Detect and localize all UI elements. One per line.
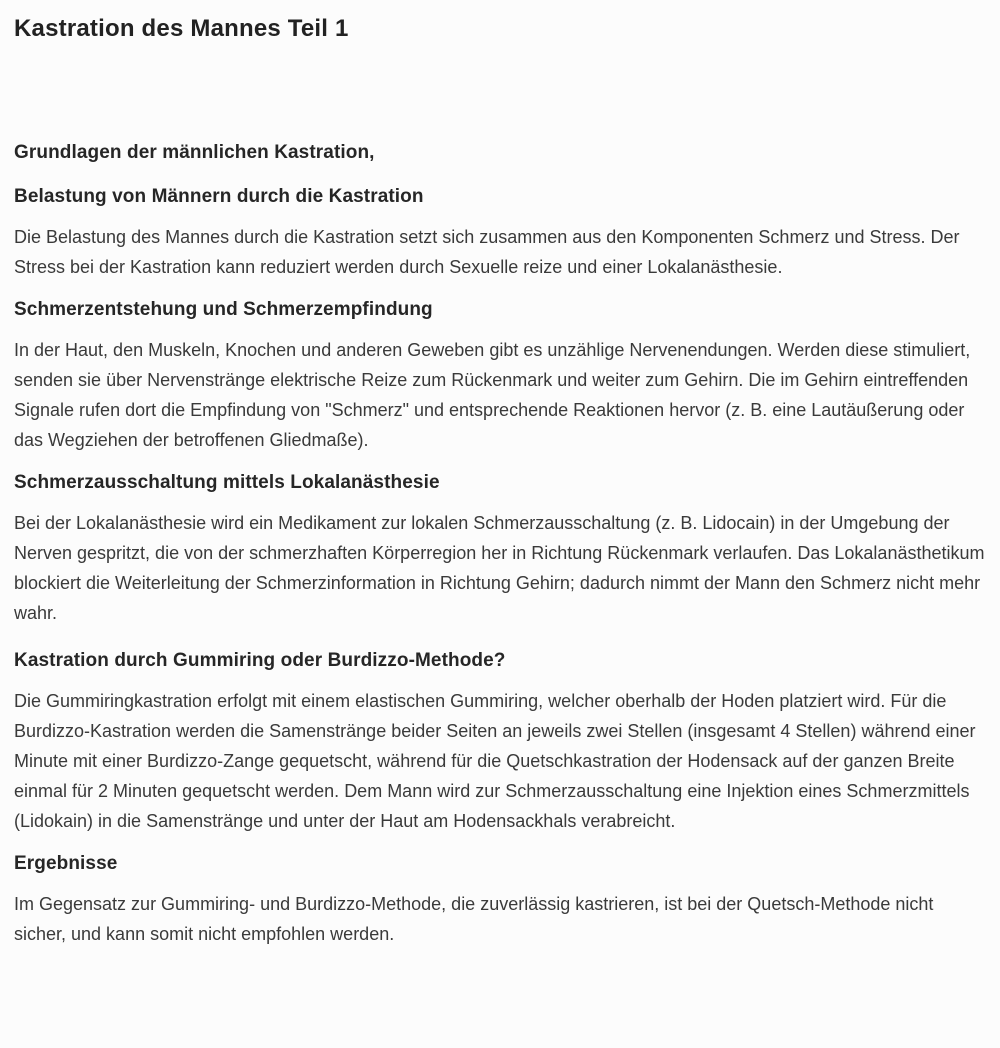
paragraph-schmerzentstehung: In der Haut, den Muskeln, Knochen und anderen Geweben gibt es unzählige Nervenendungen. Werden diese stimuliert, senden sie über Nervenstränge elektrische Reize zum Rückenmark und weiter zum Gehirn. Die im Gehirn eintreffenden Signale rufen dort die Empfindung von "Schmerz" und entsprechende Reaktionen hervor (z. B. eine Lautäußerung oder das Wegziehen der betroffenen Gliedmaße).: [14, 340, 971, 450]
paragraph-ergebnisse: Im Gegensatz zur Gummiring- und Burdizzo-Methode, die zuverlässig kastrieren, ist bei der Quetsch-Methode nicht sicher, und kann somit nicht empfohlen werden.: [14, 894, 934, 944]
document-page: [0, 14, 1000, 1048]
paragraph-schmerzausschaltung: Bei der Lokalanästhesie wird ein Medikament zur lokalen Schmerzausschaltung (z. B. Lidocain) in der Umgebung der Nerven gespritzt, die von der schmerzhaften Körperregion her in Richtung Rückenmark verlaufen. Das Lokalanästhetikum blockiert die Weiterleitung der Schmerzinformation in Richtung Gehirn; dadurch nimmt der Mann den Schmerz nicht mehr wahr.: [14, 513, 985, 623]
section-heading-gummiring-burdizzo: Kastration durch Gummiring oder Burdizzo-Methode?: [14, 650, 506, 671]
page-title: Kastration des Mannes Teil 1: [14, 15, 349, 42]
section-heading-grundlagen: Grundlagen der männlichen Kastration,: [14, 142, 375, 163]
section-heading-schmerzausschaltung: Schmerzausschaltung mittels Lokalanästhesie: [14, 472, 440, 493]
paragraph-belastung: Die Belastung des Mannes durch die Kastration setzt sich zusammen aus den Komponenten Schmerz und Stress. Der Stress bei der Kastration kann reduziert werden durch Sexuelle reize und einer Lokalanästhesie.: [14, 227, 960, 277]
paragraph-gummiring-burdizzo: Die Gummiringkastration erfolgt mit einem elastischen Gummiring, welcher oberhalb der Hoden platziert wird. Für die Burdizzo-Kastration werden die Samenstränge beider Seiten an jeweils zwei Stellen (insgesamt 4 Stellen) während einer Minute mit einer Burdizzo-Zange gequetscht, während für die Quetschkastration der Hodensack auf der ganzen Breite einmal für 2 Minuten gequetscht werden. Dem Mann wird zur Schmerzausschaltung eine Injektion eines Schmerzmittels (Lidokain) in die Samenstränge und unter der Haut am Hodensackhals verabreicht.: [14, 691, 976, 831]
section-heading-ergebnisse: Ergebnisse: [14, 853, 118, 874]
section-heading-schmerzentstehung: Schmerzentstehung und Schmerzempfindung: [14, 299, 433, 320]
section-heading-belastung: Belastung von Männern durch die Kastration: [14, 186, 424, 207]
